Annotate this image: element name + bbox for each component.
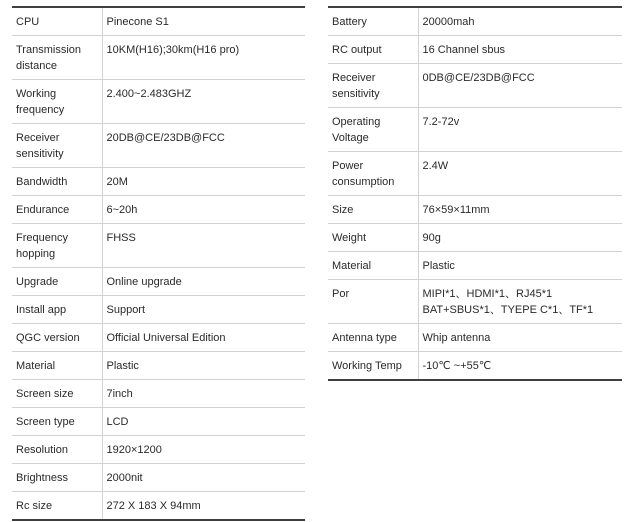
table-row: [12, 436, 305, 464]
spec-value: 1920×1200: [102, 436, 305, 464]
spec-label: Screen type: [12, 408, 102, 436]
spec-label: Bandwidth: [12, 168, 102, 196]
table-row: [328, 324, 622, 352]
table-row: [12, 352, 305, 380]
table-row: [328, 152, 622, 196]
spec-value: 272 X 183 X 94mm: [102, 492, 305, 521]
spec-value: 10KM(H16);30km(H16 pro): [102, 36, 305, 80]
right-spec-table: [328, 6, 622, 381]
spec-label: Rc size: [12, 492, 102, 521]
spec-value: -10℃ ~+55℃: [418, 352, 622, 381]
spec-label: Upgrade: [12, 268, 102, 296]
table-row: [328, 252, 622, 280]
spec-label: Brightness: [12, 464, 102, 492]
spec-label: Material: [12, 352, 102, 380]
table-row: [328, 108, 622, 152]
table-row: [328, 7, 622, 36]
table-row: [328, 196, 622, 224]
spec-label: Antenna type: [328, 324, 418, 352]
spec-value: 2.400~2.483GHZ: [102, 80, 305, 124]
spec-label: Power consumption: [328, 152, 418, 196]
spec-label: Operating Voltage: [328, 108, 418, 152]
spec-label: Battery: [328, 7, 418, 36]
spec-value: Plastic: [418, 252, 622, 280]
spec-value: 7inch: [102, 380, 305, 408]
spec-value: Pinecone S1: [102, 7, 305, 36]
table-row: [12, 124, 305, 168]
spec-value: LCD: [102, 408, 305, 436]
spec-value: 20DB@CE/23DB@FCC: [102, 124, 305, 168]
spec-label: QGC version: [12, 324, 102, 352]
spec-label: Por: [328, 280, 418, 324]
table-row: [12, 196, 305, 224]
spec-value: [418, 280, 622, 324]
table-row: [12, 36, 305, 80]
spec-label: Endurance: [12, 196, 102, 224]
table-row: [12, 224, 305, 268]
spec-value: FHSS: [102, 224, 305, 268]
spec-value: Whip antenna: [418, 324, 622, 352]
spec-label: Receiver sensitivity: [328, 64, 418, 108]
spec-value: Official Universal Edition: [102, 324, 305, 352]
table-row: [12, 168, 305, 196]
table-row: [328, 64, 622, 108]
table-row: [12, 380, 305, 408]
spec-label: Working frequency: [12, 80, 102, 124]
spec-value: Online upgrade: [102, 268, 305, 296]
table-row: [328, 224, 622, 252]
table-row: [12, 80, 305, 124]
spec-label: Transmission distance: [12, 36, 102, 80]
table-row: [12, 464, 305, 492]
spec-value-line: BAT+SBUS*1、TYEPE C*1、TF*1: [422, 304, 594, 316]
table-row: [12, 324, 305, 352]
spec-value: 2000nit: [102, 464, 305, 492]
spec-value: 7.2-72v: [418, 108, 622, 152]
table-row: [328, 280, 622, 324]
table-row: [12, 492, 305, 521]
spec-label: Resolution: [12, 436, 102, 464]
spec-label: CPU: [12, 7, 102, 36]
spec-value: Plastic: [102, 352, 305, 380]
spec-value: 0DB@CE/23DB@FCC: [418, 64, 622, 108]
spec-value: 6~20h: [102, 196, 305, 224]
spec-value: 20M: [102, 168, 305, 196]
spec-label: Material: [328, 252, 418, 280]
spec-label: Size: [328, 196, 418, 224]
spec-label: Screen size: [12, 380, 102, 408]
spec-label: Receiver sensitivity: [12, 124, 102, 168]
spec-value: 76×59×11mm: [418, 196, 622, 224]
spec-value-line: MIPI*1、HDMI*1、RJ45*1: [422, 288, 553, 300]
spec-value: 16 Channel sbus: [418, 36, 622, 64]
table-row: [12, 408, 305, 436]
spec-value: 90g: [418, 224, 622, 252]
spec-value: Support: [102, 296, 305, 324]
table-row: [12, 7, 305, 36]
left-spec-table: [12, 6, 305, 521]
table-row: [328, 352, 622, 381]
spec-label: RC output: [328, 36, 418, 64]
spec-label: Frequency hopping: [12, 224, 102, 268]
table-row: [328, 36, 622, 64]
table-row: [12, 268, 305, 296]
spec-label: Weight: [328, 224, 418, 252]
table-row: [12, 296, 305, 324]
spec-value: 20000mah: [418, 7, 622, 36]
spec-label: Working Temp: [328, 352, 418, 381]
spec-label: Install app: [12, 296, 102, 324]
spec-value: 2.4W: [418, 152, 622, 196]
